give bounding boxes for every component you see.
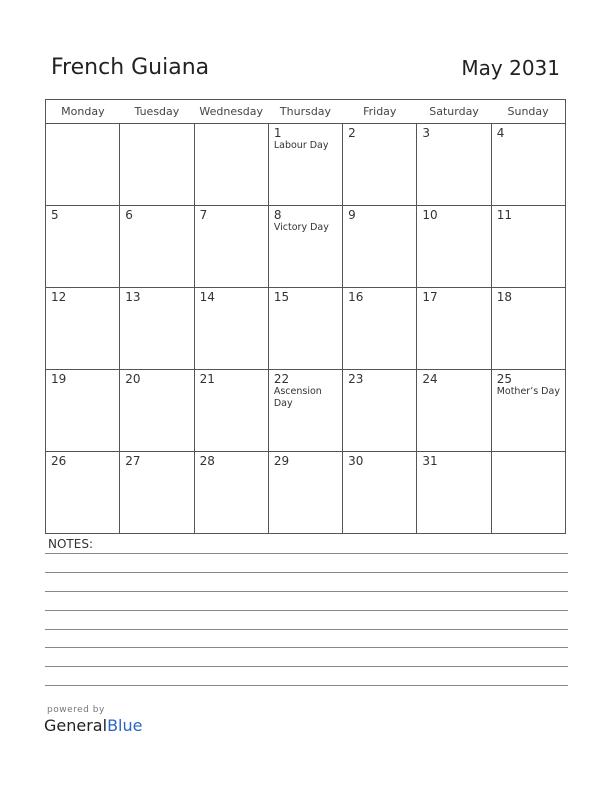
notes-line bbox=[45, 666, 568, 667]
notes-line bbox=[45, 572, 568, 573]
week-row bbox=[46, 288, 566, 370]
day-cell bbox=[417, 206, 491, 288]
day-number: 26 bbox=[51, 454, 67, 468]
day-cell bbox=[417, 370, 491, 452]
day-cell bbox=[343, 124, 417, 206]
day-number: 14 bbox=[199, 290, 215, 304]
day-cell bbox=[491, 288, 565, 370]
day-cell bbox=[343, 206, 417, 288]
day-cell bbox=[194, 370, 268, 452]
day-cell bbox=[417, 124, 491, 206]
calendar-body bbox=[46, 124, 566, 534]
week-row bbox=[46, 124, 566, 206]
weekday-header: Thursday bbox=[268, 100, 342, 124]
notes-line bbox=[45, 591, 568, 592]
day-number: 3 bbox=[422, 126, 431, 140]
day-cell bbox=[194, 124, 268, 206]
day-number: 22 bbox=[273, 372, 290, 386]
month-label: May 2031 bbox=[461, 56, 560, 80]
day-number: 25 bbox=[496, 372, 512, 386]
notes-line bbox=[45, 553, 568, 554]
day-number: 4 bbox=[496, 126, 505, 140]
day-number: 19 bbox=[51, 372, 67, 386]
weekday-header: Monday bbox=[46, 100, 120, 124]
notes-line bbox=[45, 685, 568, 686]
day-number: 1 bbox=[273, 126, 282, 140]
holiday-label: Labour Day bbox=[273, 140, 329, 151]
day-cell bbox=[46, 370, 120, 452]
day-cell bbox=[120, 288, 194, 370]
day-cell bbox=[268, 288, 342, 370]
day-cell bbox=[417, 288, 491, 370]
day-number: 2 bbox=[348, 126, 356, 140]
day-cell bbox=[491, 370, 565, 452]
day-cell bbox=[343, 452, 417, 534]
holiday-label: Mother’s Day bbox=[496, 386, 560, 397]
weekday-header: Tuesday bbox=[120, 100, 194, 124]
notes-line bbox=[45, 629, 568, 630]
day-cell bbox=[343, 288, 417, 370]
notes-label: NOTES: bbox=[48, 537, 93, 551]
day-number: 9 bbox=[348, 208, 356, 222]
day-cell bbox=[491, 452, 565, 534]
day-number: 6 bbox=[125, 208, 133, 222]
day-number: 21 bbox=[199, 372, 215, 386]
day-cell bbox=[194, 452, 268, 534]
logo-blue-text: Blue bbox=[107, 716, 143, 735]
day-cell bbox=[268, 124, 342, 206]
day-cell bbox=[46, 452, 120, 534]
day-cell bbox=[46, 206, 120, 288]
weekday-header: Friday bbox=[343, 100, 417, 124]
week-row bbox=[46, 370, 566, 452]
day-cell bbox=[491, 206, 565, 288]
day-cell bbox=[417, 452, 491, 534]
day-number: 20 bbox=[125, 372, 141, 386]
day-number: 15 bbox=[273, 290, 290, 304]
day-number: 27 bbox=[125, 454, 141, 468]
page-title: French Guiana bbox=[51, 55, 210, 80]
day-cell bbox=[120, 452, 194, 534]
day-cell bbox=[120, 370, 194, 452]
day-cell bbox=[343, 370, 417, 452]
notes-line bbox=[45, 647, 568, 648]
day-number: 13 bbox=[125, 290, 141, 304]
day-number: 28 bbox=[199, 454, 215, 468]
notes-line bbox=[45, 610, 568, 611]
weekday-header: Saturday bbox=[417, 100, 491, 124]
weekday-header: Wednesday bbox=[194, 100, 268, 124]
day-number: 8 bbox=[273, 208, 282, 222]
holiday-label: Victory Day bbox=[273, 222, 329, 233]
week-row bbox=[46, 452, 566, 534]
weekday-header-row bbox=[46, 100, 566, 124]
day-cell bbox=[120, 124, 194, 206]
day-cell bbox=[120, 206, 194, 288]
day-cell bbox=[194, 206, 268, 288]
logo-general-text: General bbox=[44, 716, 108, 735]
day-number: 17 bbox=[422, 290, 438, 304]
day-cell bbox=[268, 452, 342, 534]
day-cell bbox=[268, 206, 342, 288]
day-number: 23 bbox=[348, 372, 364, 386]
day-number: 10 bbox=[422, 208, 438, 222]
day-number: 30 bbox=[348, 454, 364, 468]
generalblue-logo bbox=[44, 716, 142, 735]
day-number: 18 bbox=[496, 290, 512, 304]
day-number: 31 bbox=[422, 454, 438, 468]
holiday-label: Ascension Day bbox=[273, 386, 322, 409]
week-row bbox=[46, 206, 566, 288]
day-number: 12 bbox=[51, 290, 67, 304]
day-cell bbox=[491, 124, 565, 206]
weekday-header: Sunday bbox=[491, 100, 565, 124]
day-number: 7 bbox=[199, 208, 208, 222]
day-number: 5 bbox=[51, 208, 59, 222]
day-number: 16 bbox=[348, 290, 364, 304]
day-number: 24 bbox=[422, 372, 438, 386]
powered-by-text: powered by bbox=[47, 705, 105, 715]
day-number: 11 bbox=[496, 208, 512, 222]
day-cell bbox=[268, 370, 342, 452]
day-number: 29 bbox=[273, 454, 290, 468]
day-cell bbox=[46, 124, 120, 206]
calendar-grid bbox=[45, 99, 566, 534]
day-cell bbox=[194, 288, 268, 370]
day-cell bbox=[46, 288, 120, 370]
